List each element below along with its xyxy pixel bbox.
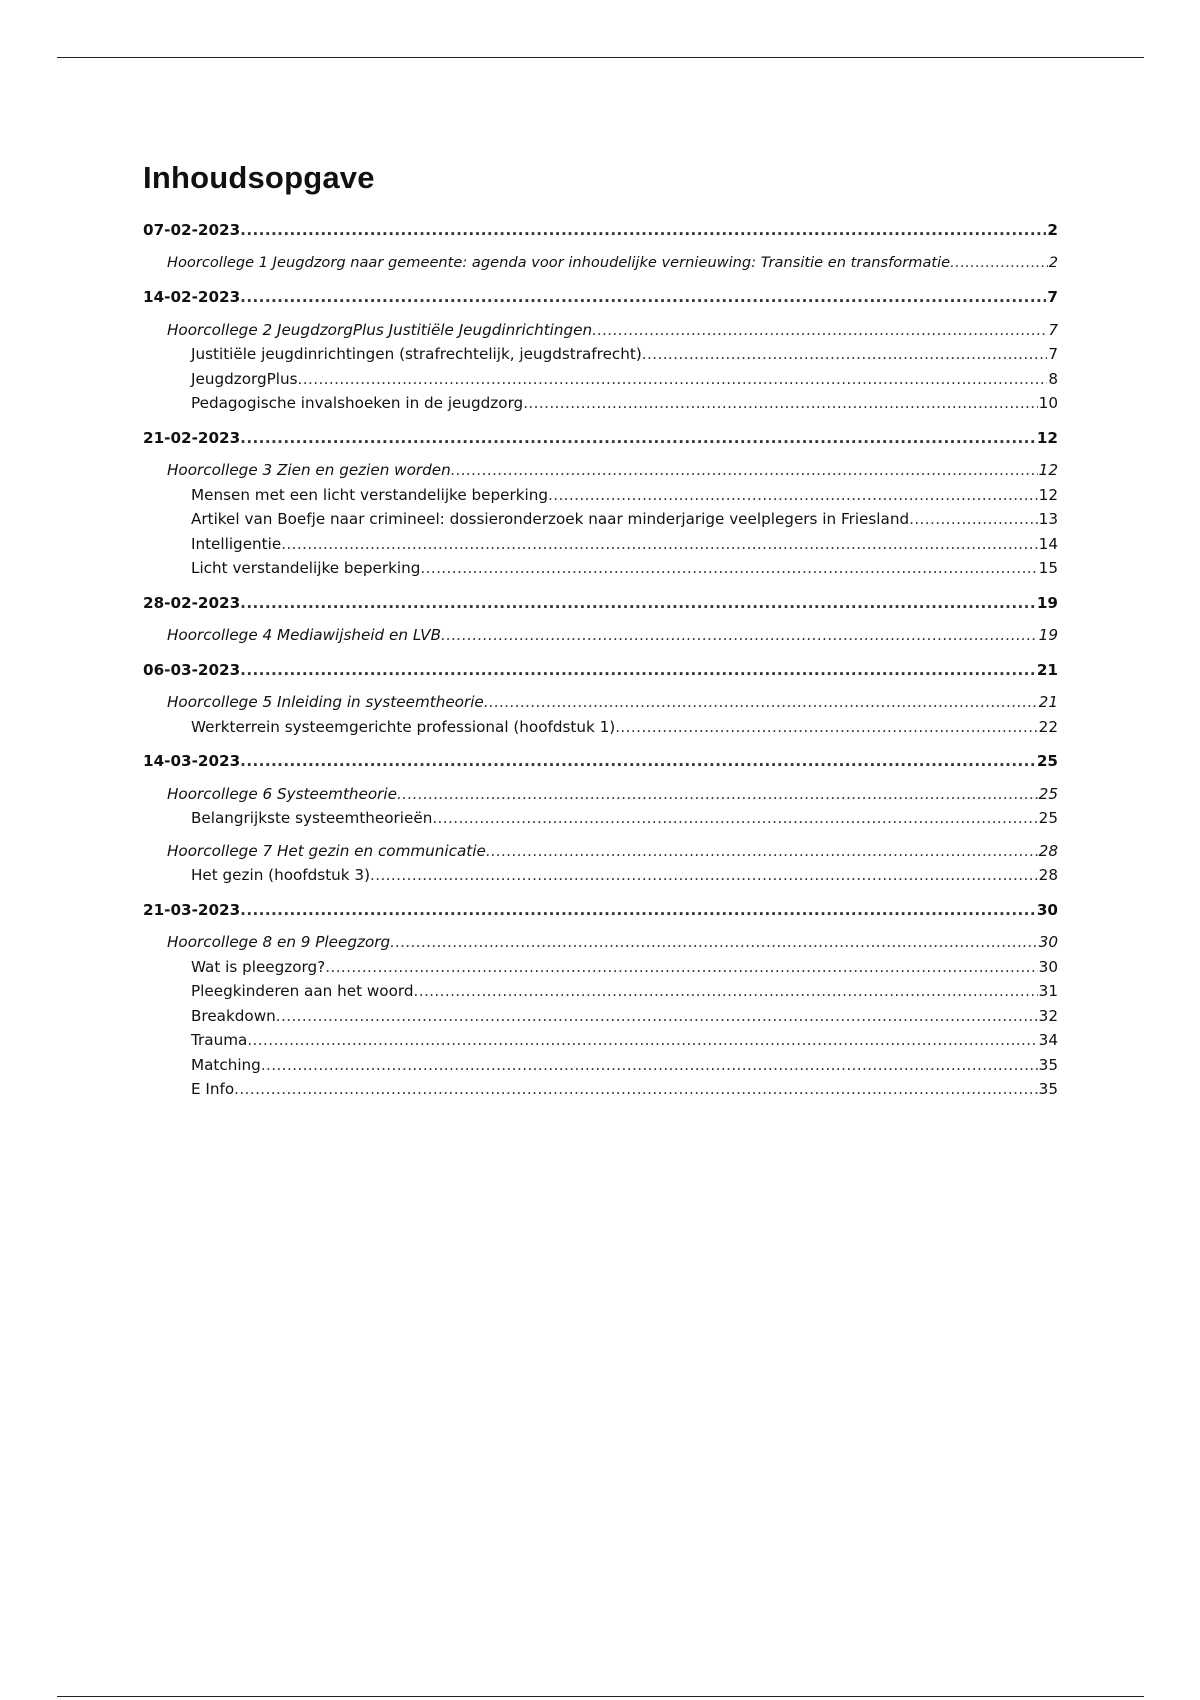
dot-leader bbox=[325, 955, 1037, 980]
toc-entry-text: Hoorcollege 7 Het gezin en communicatie bbox=[167, 841, 486, 860]
toc-page-number: 10 bbox=[1038, 394, 1058, 412]
toc-page-number: 21 bbox=[1036, 660, 1058, 679]
toc-subsection-entry[interactable] bbox=[143, 507, 1058, 532]
toc-date-heading[interactable] bbox=[143, 591, 1058, 616]
toc-entry-text: Justitiële jeugdinrichtingen (strafrechtelijk, jeugdstrafrecht) bbox=[191, 345, 642, 363]
toc-page-number: 7 bbox=[1048, 345, 1058, 363]
dot-leader bbox=[615, 715, 1037, 740]
dot-leader bbox=[281, 532, 1037, 557]
toc-subsection-entry[interactable] bbox=[143, 955, 1058, 980]
dot-leader bbox=[261, 1053, 1038, 1078]
toc-entry-text: Artikel van Boefje naar crimineel: dossieronderzoek naar minderjarige veelplegers in Friesland bbox=[191, 510, 910, 528]
toc-subsection-entry[interactable] bbox=[143, 367, 1058, 392]
dot-leader bbox=[234, 1077, 1038, 1102]
dot-leader bbox=[909, 507, 1038, 532]
toc-subsection-entry[interactable] bbox=[143, 556, 1058, 581]
toc-title: Inhoudsopgave bbox=[143, 160, 375, 195]
toc-page-number: 8 bbox=[1048, 369, 1058, 388]
toc-page-number: 31 bbox=[1038, 982, 1058, 1000]
toc-subsection-entry[interactable] bbox=[143, 863, 1058, 888]
dot-leader bbox=[441, 623, 1038, 648]
dot-leader bbox=[298, 367, 1048, 392]
toc-subsection-entry[interactable] bbox=[143, 483, 1058, 508]
toc-page-number: 35 bbox=[1038, 1055, 1058, 1074]
toc-entry-text: 14-02-2023 bbox=[143, 288, 241, 306]
toc-lecture-entry[interactable] bbox=[143, 318, 1058, 343]
toc-date-heading[interactable] bbox=[143, 898, 1058, 923]
dot-leader bbox=[390, 930, 1038, 955]
toc-subsection-entry[interactable] bbox=[143, 1004, 1058, 1029]
toc-page-number: 35 bbox=[1038, 1080, 1058, 1098]
toc-subsection-entry[interactable] bbox=[143, 1028, 1058, 1053]
toc-entry-text: 07-02-2023 bbox=[143, 221, 241, 239]
dot-leader bbox=[950, 251, 1048, 276]
toc-page-number: 13 bbox=[1038, 510, 1058, 528]
toc-entry-text: Belangrijkste systeemtheorieën bbox=[191, 809, 433, 827]
toc-entry-text: Hoorcollege 2 JeugdzorgPlus Justitiële Jeugdinrichtingen bbox=[167, 320, 593, 339]
toc-lecture-entry[interactable] bbox=[143, 839, 1058, 864]
toc-subsection-entry[interactable] bbox=[143, 1077, 1058, 1102]
toc-entry-text: Matching bbox=[191, 1055, 261, 1074]
toc-subsection-entry[interactable] bbox=[143, 806, 1058, 831]
toc-page-number: 12 bbox=[1038, 485, 1058, 504]
dot-leader bbox=[486, 839, 1038, 864]
toc-entry-text: Het gezin (hoofdstuk 3) bbox=[191, 866, 371, 884]
toc-list bbox=[143, 218, 1058, 1102]
dot-leader bbox=[240, 591, 1036, 616]
toc-entry-text: Hoorcollege 1 Jeugdzorg naar gemeente: agenda voor inhoudelijke vernieuwing: Transitie en transformatie bbox=[167, 253, 951, 271]
toc-entry-text: JeugdzorgPlus bbox=[191, 369, 298, 388]
toc-date-heading[interactable] bbox=[143, 658, 1058, 683]
dot-leader bbox=[432, 806, 1037, 831]
toc-entry-text: 21-03-2023 bbox=[143, 900, 241, 919]
toc-page-number: 2 bbox=[1048, 253, 1058, 271]
toc-page-number: 30 bbox=[1038, 957, 1058, 976]
toc-subsection-entry[interactable] bbox=[143, 1053, 1058, 1078]
header-rule bbox=[57, 57, 1144, 58]
toc-page-number: 25 bbox=[1038, 809, 1058, 827]
toc-page-number: 32 bbox=[1038, 1006, 1058, 1025]
dot-leader bbox=[247, 1028, 1037, 1053]
toc-entry-text: Pleegkinderen aan het woord bbox=[191, 982, 414, 1000]
toc-page-number: 12 bbox=[1038, 461, 1058, 479]
toc-entry-text: Hoorcollege 8 en 9 Pleegzorg bbox=[167, 933, 391, 951]
toc-page-number: 2 bbox=[1047, 221, 1058, 239]
toc-page-number: 28 bbox=[1038, 841, 1058, 860]
dot-leader bbox=[523, 391, 1037, 416]
footer-rule bbox=[57, 1696, 1144, 1697]
dot-leader bbox=[240, 898, 1036, 923]
toc-lecture-entry[interactable] bbox=[143, 251, 1058, 276]
toc-page-number: 15 bbox=[1038, 559, 1058, 577]
toc-page-number: 30 bbox=[1036, 900, 1058, 919]
dot-leader bbox=[397, 782, 1038, 807]
toc-lecture-entry[interactable] bbox=[143, 458, 1058, 483]
toc-entry-text: Werkterrein systeemgerichte professional (hoofdstuk 1) bbox=[191, 717, 616, 736]
dot-leader bbox=[413, 979, 1037, 1004]
dot-leader bbox=[592, 318, 1047, 343]
toc-page bbox=[143, 160, 1058, 1102]
toc-entry-text: 06-03-2023 bbox=[143, 660, 241, 679]
toc-entry-text: E Info bbox=[191, 1080, 235, 1098]
toc-page-number: 7 bbox=[1048, 320, 1058, 339]
dot-leader bbox=[370, 863, 1038, 888]
toc-page-number: 34 bbox=[1038, 1031, 1058, 1049]
toc-page-number: 22 bbox=[1038, 717, 1058, 736]
toc-subsection-entry[interactable] bbox=[143, 391, 1058, 416]
toc-date-heading[interactable] bbox=[143, 285, 1058, 310]
toc-entry-text: 21-02-2023 bbox=[143, 428, 241, 447]
toc-page-number: 25 bbox=[1038, 784, 1058, 803]
toc-subsection-entry[interactable] bbox=[143, 715, 1058, 740]
toc-entry-text: Breakdown bbox=[191, 1006, 276, 1025]
dot-leader bbox=[240, 218, 1046, 243]
toc-entry-text: Wat is pleegzorg? bbox=[191, 957, 326, 976]
toc-page-number: 28 bbox=[1038, 866, 1058, 884]
dot-leader bbox=[240, 285, 1046, 310]
dot-leader bbox=[548, 483, 1038, 508]
dot-leader bbox=[642, 342, 1048, 367]
toc-entry-text: Intelligentie bbox=[191, 534, 282, 553]
toc-date-heading[interactable] bbox=[143, 426, 1058, 451]
toc-entry-text: Pedagogische invalshoeken in de jeugdzorg bbox=[191, 394, 524, 412]
toc-page-number: 19 bbox=[1038, 626, 1058, 644]
toc-page-number: 25 bbox=[1036, 752, 1058, 770]
toc-page-number: 21 bbox=[1038, 693, 1058, 711]
toc-entry-text: Licht verstandelijke beperking bbox=[191, 559, 421, 577]
toc-entry-text: Trauma bbox=[191, 1031, 248, 1049]
toc-page-number: 30 bbox=[1038, 933, 1058, 951]
toc-subsection-entry[interactable] bbox=[143, 532, 1058, 557]
dot-leader bbox=[420, 556, 1037, 581]
toc-lecture-entry[interactable] bbox=[143, 623, 1058, 648]
dot-leader bbox=[240, 658, 1036, 683]
toc-entry-text: Hoorcollege 6 Systeemtheorie bbox=[167, 784, 397, 803]
toc-entry-text: 28-02-2023 bbox=[143, 593, 241, 612]
toc-lecture-entry[interactable] bbox=[143, 690, 1058, 715]
toc-subsection-entry[interactable] bbox=[143, 342, 1058, 367]
toc-page-number: 7 bbox=[1047, 288, 1058, 306]
toc-entry-text: Hoorcollege 4 Mediawijsheid en LVB bbox=[167, 626, 441, 644]
toc-subsection-entry[interactable] bbox=[143, 979, 1058, 1004]
toc-page-number: 12 bbox=[1036, 428, 1058, 447]
dot-leader bbox=[484, 690, 1038, 715]
dot-leader bbox=[276, 1004, 1038, 1029]
toc-page-number: 14 bbox=[1038, 534, 1058, 553]
toc-date-heading[interactable] bbox=[143, 749, 1058, 774]
dot-leader bbox=[240, 749, 1036, 774]
dot-leader bbox=[451, 458, 1038, 483]
toc-entry-text: Hoorcollege 5 Inleiding in systeemtheorie bbox=[167, 693, 484, 711]
toc-lecture-entry[interactable] bbox=[143, 930, 1058, 955]
dot-leader bbox=[240, 426, 1036, 451]
toc-entry-text: Hoorcollege 3 Zien en gezien worden bbox=[167, 461, 451, 479]
toc-page-number: 19 bbox=[1036, 593, 1058, 612]
toc-entry-text: Mensen met een licht verstandelijke beperking bbox=[191, 485, 548, 504]
toc-lecture-entry[interactable] bbox=[143, 782, 1058, 807]
toc-date-heading[interactable] bbox=[143, 218, 1058, 243]
toc-entry-text: 14-03-2023 bbox=[143, 752, 241, 770]
